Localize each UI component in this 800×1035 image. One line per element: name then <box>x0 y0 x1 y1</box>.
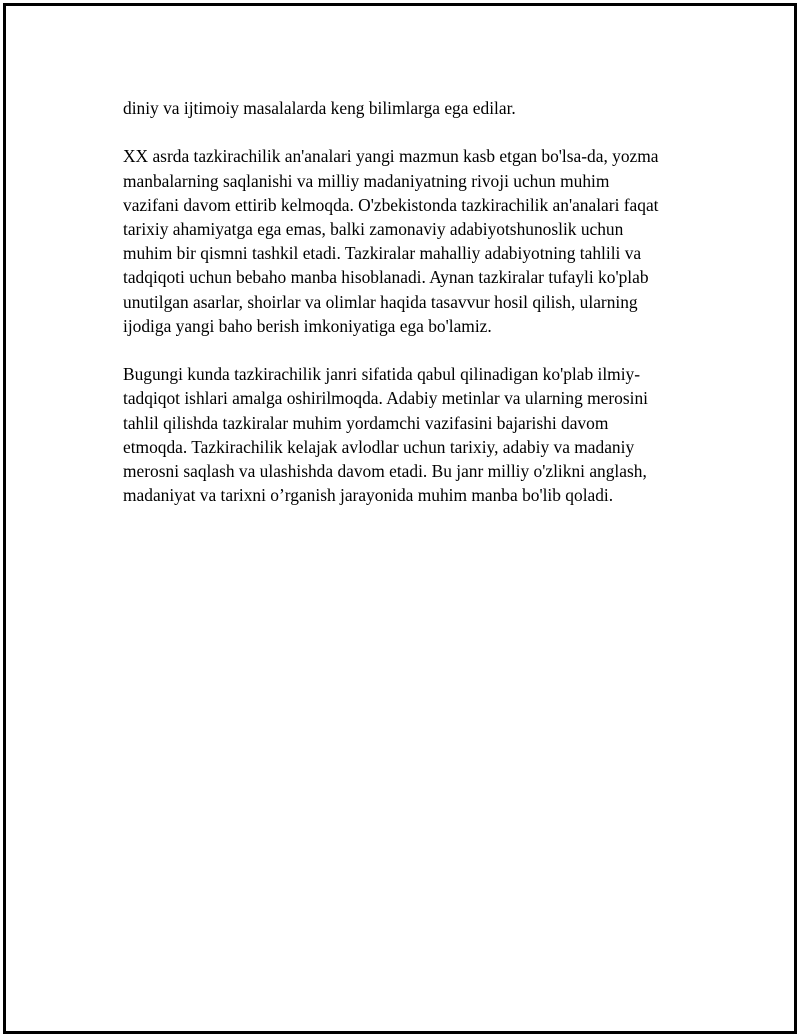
text-line: madaniyat va tarixni o’rganish jarayonida muhim manba bo'lib qoladi. <box>123 485 614 506</box>
text-line: merosni saqlash va ulashishda davom etadi. Bu janr milliy o'zlikni anglash, <box>123 461 647 482</box>
text-line: Bugungi kunda tazkirachilik janri sifatida qabul qilinadigan ko'plab ilmiy- <box>123 364 641 385</box>
text-line: etmoqda. Tazkirachilik kelajak avlodlar uchun tarixiy, adabiy va madaniy <box>123 436 635 457</box>
paragraph-3 <box>123 362 693 507</box>
text-line: tarixiy ahamiyatga ega emas, balki zamonaviy adabiyotshunoslik uchun <box>123 219 624 239</box>
text-line: tadqiqoti uchun bebaho manba hisoblanadi. Aynan tazkiralar tufayli ko'plab <box>123 267 649 288</box>
document-body <box>123 96 693 507</box>
page-frame <box>3 3 797 1034</box>
text-line: tahlil qilishda tazkiralar muhim yordamchi vazifasini bajarishi davom <box>123 412 609 433</box>
paragraph-2 <box>123 144 693 338</box>
text-line: manbalarning saqlanishi va milliy madaniyatning rivoji uchun muhim <box>123 170 610 191</box>
text-line: ijodiga yangi baho berish imkoniyatiga ega bo'lamiz. <box>123 315 492 336</box>
text-line: vazifani davom ettirib kelmoqda. O'zbekistonda tazkirachilik an'analari faqat <box>123 194 659 215</box>
text-line: diniy va ijtimoiy masalalarda keng bilimlarga ega edilar. <box>123 98 516 118</box>
text-line: XX asrda tazkirachilik an'analari yangi mazmun kasb etgan bo'lsa-da, yozma <box>123 146 659 167</box>
text-line: tadqiqot ishlari amalga oshirilmoqda. Adabiy metinlar va ularning merosini <box>123 388 648 409</box>
text-line: muhim bir qismni tashkil etadi. Tazkiralar mahalliy adabiyotning tahlili va <box>123 243 642 264</box>
paragraph-1 <box>123 96 693 120</box>
text-line: unutilgan asarlar, shoirlar va olimlar haqida tasavvur hosil qilish, ularning <box>123 291 638 312</box>
